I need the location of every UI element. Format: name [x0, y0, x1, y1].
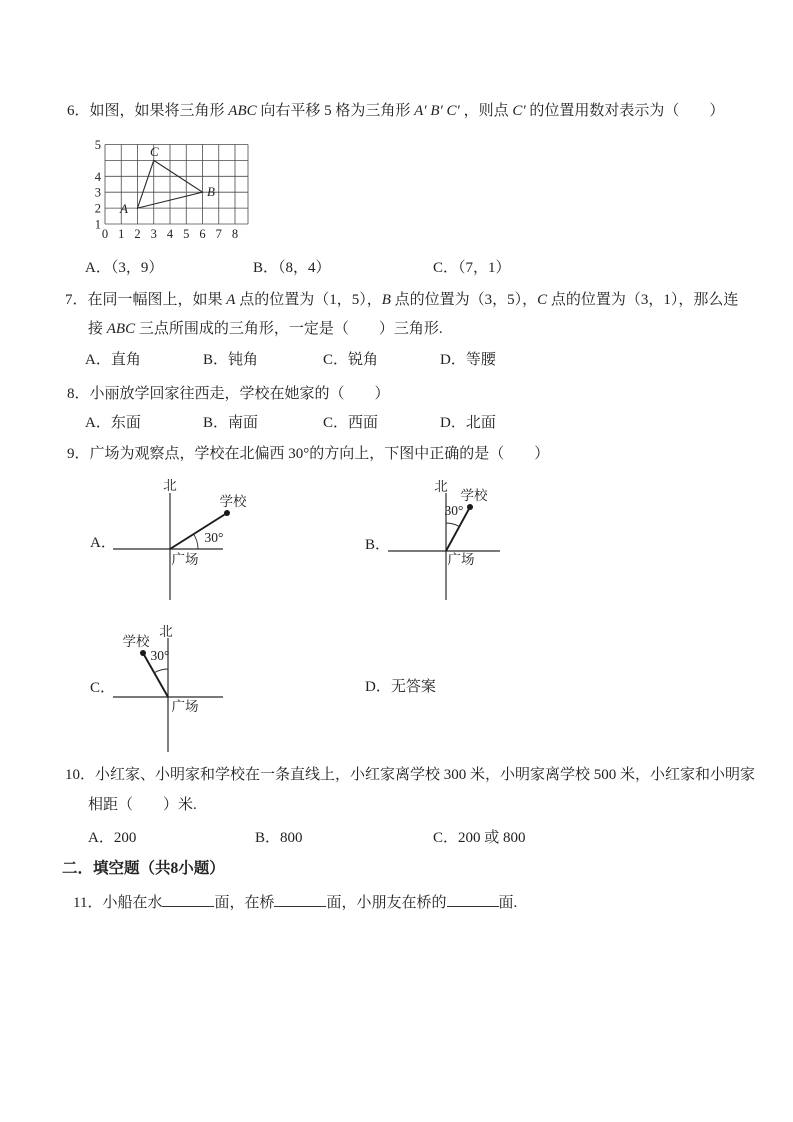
q7-option-c: C．锐角 [323, 352, 379, 368]
svg-text:4: 4 [94, 169, 101, 184]
q8-option-d: D．北面 [440, 415, 496, 431]
angle-label: 30° [204, 530, 224, 545]
angle-label: 30° [444, 503, 464, 518]
q10-option-c: C．200 或 800 [433, 830, 526, 846]
question-11-text: 11．小船在水 面，在桥 面，小朋友在桥的 面. [73, 891, 517, 913]
math-C-prime: C′ [512, 103, 526, 119]
q7-option-d: D．等腰 [440, 352, 496, 368]
plaza-label: 广场 [171, 552, 199, 567]
svg-text:0: 0 [101, 227, 109, 241]
q9-option-d-text: 无答案 [390, 679, 436, 695]
q9-figure-b [385, 475, 505, 610]
q8-option-c: C．西面 [323, 415, 379, 431]
school-dot [467, 504, 473, 510]
question-6-number: 6． [67, 103, 90, 119]
q6-options [85, 256, 735, 276]
school-dot [224, 510, 230, 516]
vertex-label-B: B [207, 184, 215, 199]
plaza-label: 广场 [171, 699, 199, 714]
question-8-text: 8．小丽放学回家往西走，学校在她家的（ ） [67, 386, 390, 402]
question-9-number: 9． [67, 446, 90, 462]
svg-text:4: 4 [166, 227, 174, 241]
question-6-text: 6．如图，如果将三角形 ABC 向右平移 5 格为三角形 A′ B′ C′ ，则点 C′ 的位置用数对表示为（ ） [67, 103, 725, 119]
plaza-label: 广场 [447, 552, 475, 567]
question-10-number: 10． [65, 767, 96, 783]
math-ABC: ABC [228, 103, 257, 119]
q9-figure-c [105, 618, 255, 760]
q8-option-b: B．南面 [203, 415, 259, 431]
angle-label: 30° [150, 648, 170, 663]
math-A-B-C-prime: A′ B′ C′ [414, 103, 460, 119]
q7-option-b: B．钝角 [203, 352, 259, 368]
angle-arc [446, 523, 460, 527]
svg-text:6: 6 [199, 227, 206, 241]
q6-option-b: B．（8，4） [253, 260, 331, 276]
math-ABC: ABC [106, 321, 136, 337]
question-10-line1: 10．小红家、小明家和学校在一条直线上，小红家离学校 300 米，小明家离学校 500 米，小红家和小明家 [65, 767, 756, 783]
svg-text:2: 2 [134, 227, 141, 241]
x-axis-ticks [102, 227, 238, 241]
school-dot [140, 650, 146, 656]
q7-options [85, 348, 735, 368]
school-label: 学校 [460, 488, 488, 503]
question-11-number: 11． [73, 895, 103, 911]
question-9-text: 9．广场为观察点，学校在北偏西 30°的方向上，下图中正确的是（ ） [67, 446, 550, 462]
question-7-number: 7． [65, 292, 88, 308]
q6-option-c: C．（7，1） [433, 260, 511, 276]
section-2-heading: 二．填空题（共8小题） [62, 860, 225, 877]
q9-figure-a [105, 475, 255, 610]
school-label: 学校 [219, 494, 247, 509]
vertex-label-A: A [120, 201, 128, 216]
question-8-number: 8． [67, 386, 90, 402]
svg-text:8: 8 [231, 227, 239, 241]
angle-arc [194, 534, 198, 549]
svg-text:3: 3 [150, 227, 157, 241]
vertex-label-C: C [150, 144, 159, 159]
fill-blank-3 [447, 891, 499, 907]
north-label: 北 [434, 479, 448, 494]
question-7-line2: 接 ABC 三点所围成的三角形，一定是（ ）三角形. [88, 321, 443, 337]
y-axis-ticks [95, 138, 102, 232]
q6-grid-figure [90, 136, 260, 244]
svg-text:5: 5 [183, 227, 190, 241]
fill-blank-1 [162, 891, 214, 907]
fill-blank-2 [274, 891, 326, 907]
svg-text:2: 2 [94, 201, 101, 216]
q9-option-d-label: D． [365, 679, 391, 695]
math-C: C [537, 292, 548, 308]
q10-option-a: A．200 [88, 830, 137, 846]
svg-text:1: 1 [94, 217, 101, 232]
q10-option-b: B．800 [255, 830, 303, 846]
school-label: 学校 [122, 634, 150, 649]
q9-option-d [365, 677, 436, 697]
q9-figure-b-label: B． [365, 537, 391, 553]
svg-text:3: 3 [94, 185, 101, 200]
angle-arc [154, 669, 168, 673]
q9-figure-a-label: A． [90, 535, 116, 551]
question-7-line1: 7．在同一幅图上，如果 A 点的位置为（1，5），B 点的位置为（3，5），C 点的位置为（3，1），那么连 [65, 292, 739, 308]
math-B: B [381, 292, 391, 308]
q9-figure-c-label: C． [90, 680, 116, 696]
q6-option-a: A．（3，9） [85, 260, 164, 276]
q8-option-a: A．东面 [85, 415, 141, 431]
q7-option-a: A．直角 [85, 352, 141, 368]
svg-text:7: 7 [215, 227, 222, 241]
svg-text:5: 5 [94, 138, 101, 152]
question-10-line2: 相距（ ）米. [88, 797, 197, 813]
north-label: 北 [159, 624, 173, 639]
q10-options [88, 826, 738, 846]
svg-text:1: 1 [118, 227, 125, 241]
north-label: 北 [163, 478, 177, 493]
math-A: A [226, 292, 236, 308]
q8-options [85, 411, 735, 431]
